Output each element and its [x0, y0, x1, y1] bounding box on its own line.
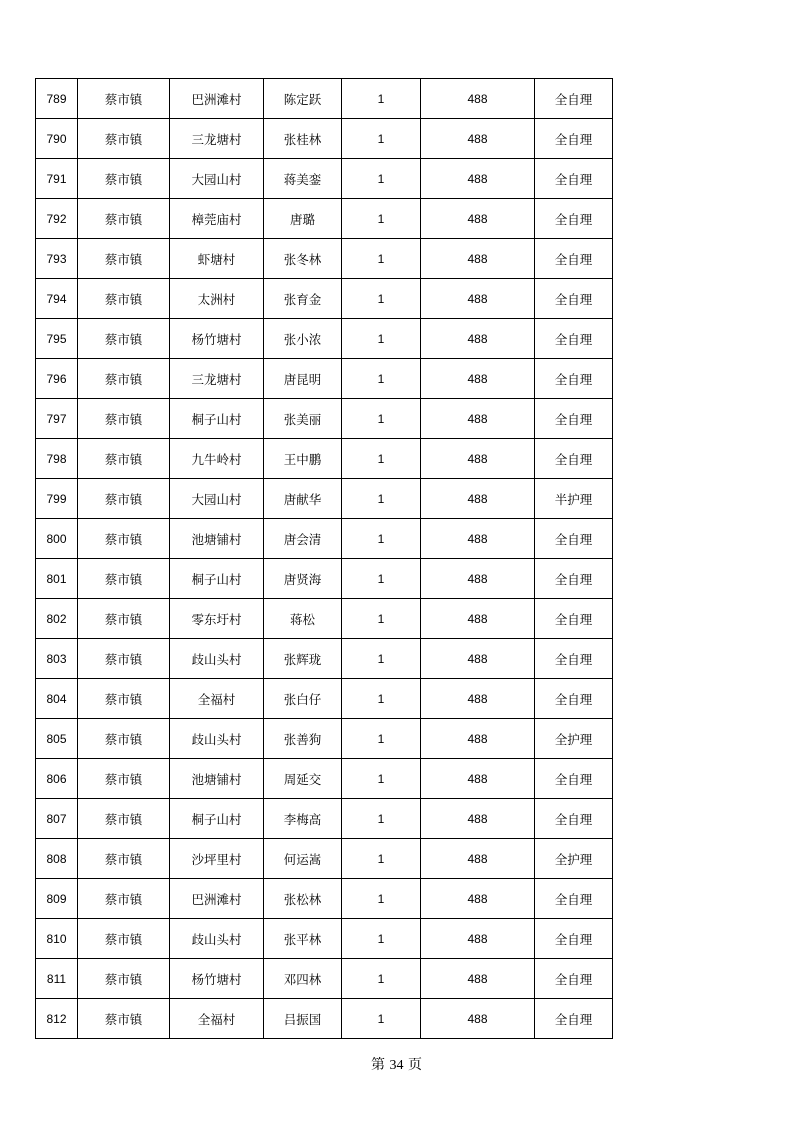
cell-care-type: 半护理: [535, 479, 613, 519]
cell-count: 1: [342, 279, 421, 319]
cell-serial-number: 806: [36, 759, 78, 799]
cell-care-type: 全自理: [535, 79, 613, 119]
cell-count: 1: [342, 239, 421, 279]
cell-serial-number: 798: [36, 439, 78, 479]
table-row: [36, 399, 613, 439]
cell-care-type: 全自理: [535, 199, 613, 239]
cell-serial-number: 794: [36, 279, 78, 319]
cell-care-type: 全自理: [535, 239, 613, 279]
table-row: [36, 319, 613, 359]
cell-count: 1: [342, 639, 421, 679]
cell-serial-number: 799: [36, 479, 78, 519]
cell-serial-number: 800: [36, 519, 78, 559]
cell-serial-number: 810: [36, 919, 78, 959]
cell-amount: 488: [421, 279, 535, 319]
cell-village: 杨竹塘村: [170, 319, 264, 359]
cell-count: 1: [342, 439, 421, 479]
cell-person-name: 张平林: [264, 919, 342, 959]
cell-town: 蔡市镇: [78, 719, 170, 759]
cell-amount: 488: [421, 79, 535, 119]
cell-town: 蔡市镇: [78, 879, 170, 919]
cell-care-type: 全自理: [535, 919, 613, 959]
cell-village: 歧山头村: [170, 919, 264, 959]
cell-count: 1: [342, 79, 421, 119]
cell-town: 蔡市镇: [78, 919, 170, 959]
cell-person-name: 唐贤海: [264, 559, 342, 599]
cell-count: 1: [342, 759, 421, 799]
records-table: [35, 78, 613, 1039]
cell-person-name: 蒋松: [264, 599, 342, 639]
cell-serial-number: 795: [36, 319, 78, 359]
table-row: [36, 919, 613, 959]
table-row: [36, 159, 613, 199]
cell-person-name: 吕振国: [264, 999, 342, 1039]
cell-count: 1: [342, 479, 421, 519]
cell-village: 池塘铺村: [170, 759, 264, 799]
cell-serial-number: 808: [36, 839, 78, 879]
cell-serial-number: 803: [36, 639, 78, 679]
cell-village: 大园山村: [170, 159, 264, 199]
table-row: [36, 639, 613, 679]
cell-person-name: 唐璐: [264, 199, 342, 239]
cell-amount: 488: [421, 679, 535, 719]
table-row: [36, 559, 613, 599]
cell-village: 全福村: [170, 679, 264, 719]
cell-amount: 488: [421, 239, 535, 279]
cell-amount: 488: [421, 599, 535, 639]
cell-count: 1: [342, 839, 421, 879]
cell-town: 蔡市镇: [78, 639, 170, 679]
cell-town: 蔡市镇: [78, 239, 170, 279]
cell-care-type: 全自理: [535, 999, 613, 1039]
cell-care-type: 全自理: [535, 879, 613, 919]
page-footer-suffix: 页: [407, 1057, 422, 1073]
cell-town: 蔡市镇: [78, 399, 170, 439]
cell-serial-number: 789: [36, 79, 78, 119]
cell-care-type: 全自理: [535, 279, 613, 319]
cell-serial-number: 805: [36, 719, 78, 759]
cell-care-type: 全自理: [535, 439, 613, 479]
cell-amount: 488: [421, 839, 535, 879]
cell-village: 九牛岭村: [170, 439, 264, 479]
cell-count: 1: [342, 559, 421, 599]
cell-serial-number: 807: [36, 799, 78, 839]
cell-person-name: 张育金: [264, 279, 342, 319]
table-row: [36, 239, 613, 279]
cell-village: 樟莞庙村: [170, 199, 264, 239]
cell-count: 1: [342, 159, 421, 199]
cell-serial-number: 790: [36, 119, 78, 159]
cell-amount: 488: [421, 919, 535, 959]
table-row: [36, 479, 613, 519]
cell-count: 1: [342, 399, 421, 439]
cell-town: 蔡市镇: [78, 119, 170, 159]
cell-serial-number: 791: [36, 159, 78, 199]
table-row: [36, 279, 613, 319]
cell-amount: 488: [421, 359, 535, 399]
table-row: [36, 79, 613, 119]
cell-care-type: 全自理: [535, 359, 613, 399]
cell-town: 蔡市镇: [78, 79, 170, 119]
cell-town: 蔡市镇: [78, 999, 170, 1039]
cell-person-name: 张美丽: [264, 399, 342, 439]
cell-count: 1: [342, 719, 421, 759]
table-row: [36, 719, 613, 759]
cell-town: 蔡市镇: [78, 159, 170, 199]
cell-village: 池塘铺村: [170, 519, 264, 559]
cell-serial-number: 801: [36, 559, 78, 599]
cell-town: 蔡市镇: [78, 479, 170, 519]
cell-town: 蔡市镇: [78, 559, 170, 599]
cell-care-type: 全自理: [535, 959, 613, 999]
cell-person-name: 张小浓: [264, 319, 342, 359]
cell-village: 三龙塘村: [170, 119, 264, 159]
cell-town: 蔡市镇: [78, 199, 170, 239]
cell-person-name: 张善狗: [264, 719, 342, 759]
cell-amount: 488: [421, 199, 535, 239]
cell-amount: 488: [421, 959, 535, 999]
table-body: [36, 79, 613, 1039]
cell-serial-number: 802: [36, 599, 78, 639]
cell-amount: 488: [421, 119, 535, 159]
cell-village: 零东圩村: [170, 599, 264, 639]
table-row: [36, 879, 613, 919]
table-row: [36, 799, 613, 839]
cell-count: 1: [342, 919, 421, 959]
cell-count: 1: [342, 799, 421, 839]
cell-town: 蔡市镇: [78, 599, 170, 639]
cell-care-type: 全自理: [535, 799, 613, 839]
cell-village: 三龙塘村: [170, 359, 264, 399]
cell-amount: 488: [421, 639, 535, 679]
cell-village: 全福村: [170, 999, 264, 1039]
cell-village: 沙坪里村: [170, 839, 264, 879]
cell-town: 蔡市镇: [78, 439, 170, 479]
cell-person-name: 张桂林: [264, 119, 342, 159]
cell-person-name: 陈定跃: [264, 79, 342, 119]
cell-count: 1: [342, 359, 421, 399]
table-row: [36, 959, 613, 999]
cell-care-type: 全自理: [535, 119, 613, 159]
cell-amount: 488: [421, 479, 535, 519]
cell-amount: 488: [421, 439, 535, 479]
cell-village: 巴洲滩村: [170, 79, 264, 119]
table-row: [36, 839, 613, 879]
cell-town: 蔡市镇: [78, 519, 170, 559]
cell-care-type: 全护理: [535, 719, 613, 759]
cell-village: 歧山头村: [170, 719, 264, 759]
cell-amount: 488: [421, 879, 535, 919]
cell-person-name: 蒋美銮: [264, 159, 342, 199]
cell-village: 巴洲滩村: [170, 879, 264, 919]
cell-care-type: 全自理: [535, 599, 613, 639]
cell-village: 桐子山村: [170, 799, 264, 839]
cell-village: 桐子山村: [170, 399, 264, 439]
cell-village: 大园山村: [170, 479, 264, 519]
table-row: [36, 679, 613, 719]
cell-serial-number: 793: [36, 239, 78, 279]
cell-count: 1: [342, 119, 421, 159]
cell-amount: 488: [421, 519, 535, 559]
cell-person-name: 唐昆明: [264, 359, 342, 399]
cell-care-type: 全自理: [535, 399, 613, 439]
cell-person-name: 张辉珑: [264, 639, 342, 679]
cell-count: 1: [342, 999, 421, 1039]
page-number: 34: [389, 1058, 404, 1073]
cell-care-type: 全自理: [535, 559, 613, 599]
cell-amount: 488: [421, 759, 535, 799]
cell-count: 1: [342, 319, 421, 359]
cell-amount: 488: [421, 319, 535, 359]
cell-care-type: 全自理: [535, 639, 613, 679]
cell-town: 蔡市镇: [78, 839, 170, 879]
cell-town: 蔡市镇: [78, 679, 170, 719]
cell-village: 杨竹塘村: [170, 959, 264, 999]
cell-person-name: 邓四林: [264, 959, 342, 999]
cell-serial-number: 812: [36, 999, 78, 1039]
cell-town: 蔡市镇: [78, 959, 170, 999]
cell-serial-number: 809: [36, 879, 78, 919]
cell-village: 桐子山村: [170, 559, 264, 599]
cell-care-type: 全自理: [535, 319, 613, 359]
cell-person-name: 何运嵩: [264, 839, 342, 879]
page-footer-prefix: 第: [371, 1057, 386, 1073]
cell-amount: 488: [421, 719, 535, 759]
cell-amount: 488: [421, 559, 535, 599]
cell-care-type: 全自理: [535, 759, 613, 799]
cell-care-type: 全自理: [535, 159, 613, 199]
cell-person-name: 王中鹏: [264, 439, 342, 479]
cell-count: 1: [342, 959, 421, 999]
cell-care-type: 全自理: [535, 679, 613, 719]
cell-count: 1: [342, 199, 421, 239]
cell-count: 1: [342, 599, 421, 639]
cell-care-type: 全自理: [535, 519, 613, 559]
cell-care-type: 全护理: [535, 839, 613, 879]
table-row: [36, 759, 613, 799]
cell-amount: 488: [421, 999, 535, 1039]
cell-person-name: 张白仔: [264, 679, 342, 719]
page-footer: [0, 1054, 793, 1074]
cell-serial-number: 811: [36, 959, 78, 999]
table-row: [36, 999, 613, 1039]
table-row: [36, 519, 613, 559]
cell-amount: 488: [421, 399, 535, 439]
table-row: [36, 439, 613, 479]
table-row: [36, 199, 613, 239]
cell-village: 歧山头村: [170, 639, 264, 679]
cell-person-name: 周延交: [264, 759, 342, 799]
cell-count: 1: [342, 679, 421, 719]
cell-village: 虾塘村: [170, 239, 264, 279]
cell-town: 蔡市镇: [78, 279, 170, 319]
table-row: [36, 599, 613, 639]
cell-person-name: 唐会清: [264, 519, 342, 559]
cell-person-name: 张松林: [264, 879, 342, 919]
cell-person-name: 李梅高: [264, 799, 342, 839]
cell-serial-number: 804: [36, 679, 78, 719]
cell-town: 蔡市镇: [78, 799, 170, 839]
table-row: [36, 359, 613, 399]
cell-person-name: 张冬林: [264, 239, 342, 279]
cell-amount: 488: [421, 799, 535, 839]
cell-count: 1: [342, 879, 421, 919]
cell-town: 蔡市镇: [78, 359, 170, 399]
cell-town: 蔡市镇: [78, 319, 170, 359]
cell-serial-number: 792: [36, 199, 78, 239]
cell-serial-number: 796: [36, 359, 78, 399]
table-row: [36, 119, 613, 159]
cell-person-name: 唐献华: [264, 479, 342, 519]
cell-amount: 488: [421, 159, 535, 199]
cell-serial-number: 797: [36, 399, 78, 439]
cell-count: 1: [342, 519, 421, 559]
cell-village: 太洲村: [170, 279, 264, 319]
cell-town: 蔡市镇: [78, 759, 170, 799]
